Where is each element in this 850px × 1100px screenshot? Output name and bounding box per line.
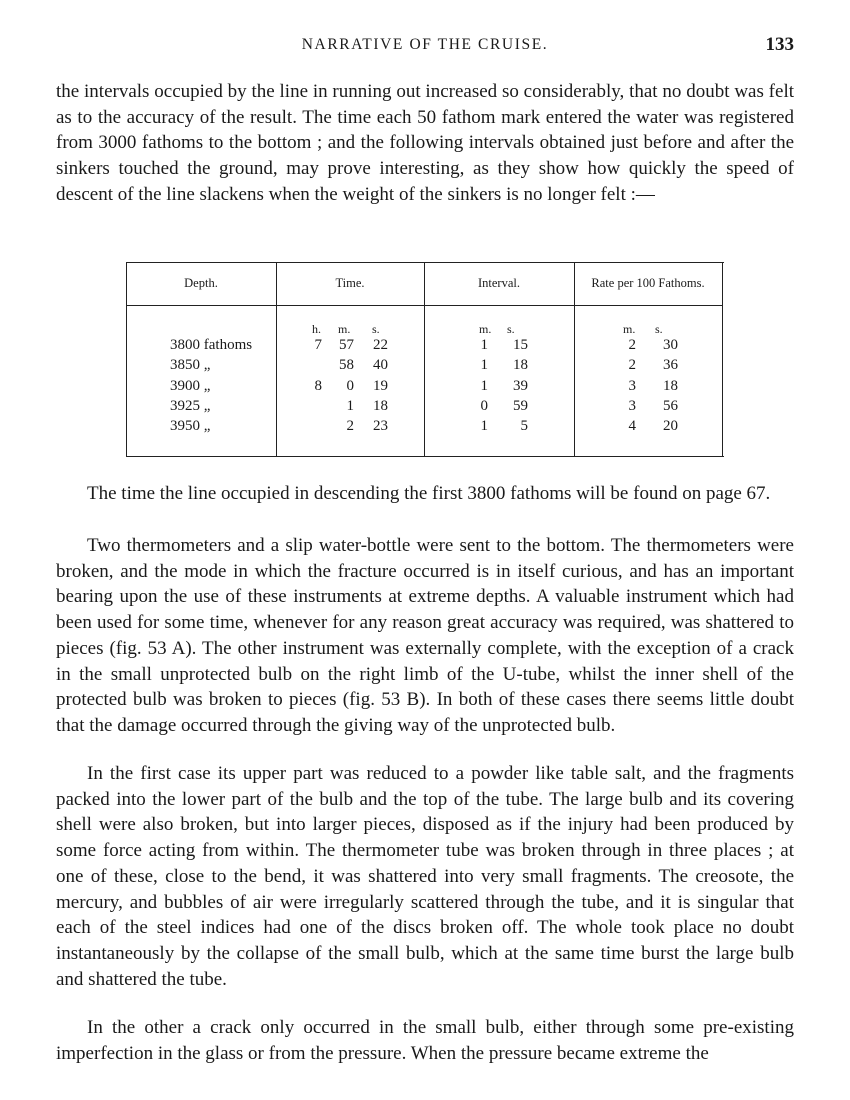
- header-rate: Rate per 100 Fathoms.: [591, 276, 705, 290]
- table-bottom-rule: [126, 456, 724, 457]
- interval-m-cell: 1: [480, 418, 488, 435]
- running-title: NARRATIVE OF THE CRUISE.: [301, 36, 549, 53]
- time-s-cell: 23: [373, 418, 388, 435]
- time-m-cell: 0: [346, 377, 354, 394]
- time-m-cell: 58: [339, 357, 354, 374]
- table-top-rule: [126, 262, 724, 263]
- time-h-cell: 7: [314, 337, 322, 353]
- interval-m-cell: 1: [480, 357, 488, 374]
- rate-m-cell: 2: [628, 357, 636, 374]
- rate-m-cell: 3: [628, 377, 636, 394]
- interval-m-cell: 1: [480, 337, 488, 353]
- paragraph-4: In the first case its upper part was reduced to a powder like table salt, and the fragments packed into the lower part of the bulb and the top of the tube. The large bulb and its covering shell were also broken, but into larger pieces, disposed as if the injury had been produced by some force acting from within. The thermometer tube was broken through in three places ; at one of these, close to the bend, it was shattered into very small fragments. The creosote, the mercury, and bubbles of air were irregularly scattered through the tube, and it is singular that each of the steel indices had one of the discs broken off. The whole took place no doubt instantaneously by the collapse of the small bulb, which at the same time burst the large bulb and shattered the tube.: [56, 763, 794, 990]
- depth-cell: 3900 „: [170, 377, 211, 394]
- rate-s-cell: 20: [663, 418, 678, 435]
- time-m-cell: 57: [339, 337, 354, 353]
- time-m-cell: 2: [346, 418, 354, 435]
- rate-s-cell: 36: [663, 357, 678, 374]
- table-right-rule: [722, 262, 723, 457]
- depth-cell: 3850 „: [170, 357, 211, 374]
- table-left-rule: [126, 262, 127, 457]
- header-rule: [424, 305, 574, 306]
- rate-s-cell: 30: [663, 337, 678, 353]
- header-rule: [574, 305, 722, 306]
- interval-s-cell: 15: [513, 337, 528, 353]
- paragraph-1: the intervals occupied by the line in running out increased so considerably, that no doubt was felt as to the accuracy of the result. The time each 50 fathom mark entered the water was registered from 3000 fathoms to the bottom ; and the following intervals obtained just before and after the sinkers touched the ground, may prove interesting, as they show how quickly the speed of descent of the line slackens when the weight of the sinkers is no longer felt :—: [56, 81, 794, 205]
- header-rule: [276, 305, 424, 306]
- time-m-cell: 1: [346, 397, 354, 414]
- paragraph-2: The time the line occupied in descending the first 3800 fathoms will be found on page 67.: [87, 483, 771, 504]
- depth-cell: 3925 „: [170, 397, 211, 414]
- table-col-rule: [574, 262, 575, 457]
- interval-m-cell: 0: [480, 397, 488, 414]
- header-rule: [126, 305, 276, 306]
- unit-rate-s: s.: [655, 322, 663, 336]
- time-h-cell: 8: [314, 377, 322, 394]
- time-s-cell: 22: [373, 337, 388, 353]
- unit-time-s: s.: [372, 322, 380, 336]
- paragraph-3: Two thermometers and a slip water-bottle were sent to the bottom. The thermometers were broken, and the mode in which the fracture occurred is in itself curious, and has an important bearing upon the use of these instruments at extreme depths. A valuable instrument which had been used for some time, whenever for any reason great accuracy was required, was shattered to pieces (fig. 53 A). The other instrument was externally complete, with the exception of a crack in the small unprotected bulb on the right limb of the U-tube, whilst the inner shell of the protected bulb was broken to pieces (fig. 53 B). In both of these cases there seems little doubt that the damage occurred through the giving way of the unprotected bulb.: [56, 535, 794, 736]
- depth-cell: 3800 fathoms: [170, 337, 253, 353]
- time-s-cell: 40: [373, 357, 388, 374]
- header-interval: Interval.: [478, 276, 520, 290]
- interval-s-cell: 18: [513, 357, 528, 374]
- page-number: 133: [765, 34, 794, 55]
- interval-s-cell: 5: [520, 418, 528, 435]
- time-s-cell: 19: [373, 377, 388, 394]
- header-time: Time.: [335, 276, 365, 290]
- depth-cell: 3950 „: [170, 418, 211, 435]
- time-s-cell: 18: [373, 397, 388, 414]
- unit-time-m: m.: [338, 322, 351, 336]
- interval-s-cell: 59: [513, 397, 528, 414]
- unit-time-h: h.: [312, 322, 321, 336]
- page-header: [0, 34, 850, 58]
- depth-time-table: [126, 262, 724, 457]
- rate-m-cell: 3: [628, 397, 636, 414]
- rate-m-cell: 4: [628, 418, 636, 435]
- unit-interval-m: m.: [479, 322, 492, 336]
- rate-s-cell: 18: [663, 377, 678, 394]
- table-col-rule: [424, 262, 425, 457]
- unit-interval-s: s.: [507, 322, 515, 336]
- header-depth: Depth.: [184, 276, 218, 290]
- interval-s-cell: 39: [513, 377, 528, 394]
- unit-rate-m: m.: [623, 322, 636, 336]
- rate-m-cell: 2: [628, 337, 636, 353]
- interval-m-cell: 1: [480, 377, 488, 394]
- rate-s-cell: 56: [663, 397, 678, 414]
- paragraph-5: In the other a crack only occurred in the small bulb, either through some pre-existing imperfection in the glass or from the pressure. When the pressure became extreme the: [56, 1017, 794, 1064]
